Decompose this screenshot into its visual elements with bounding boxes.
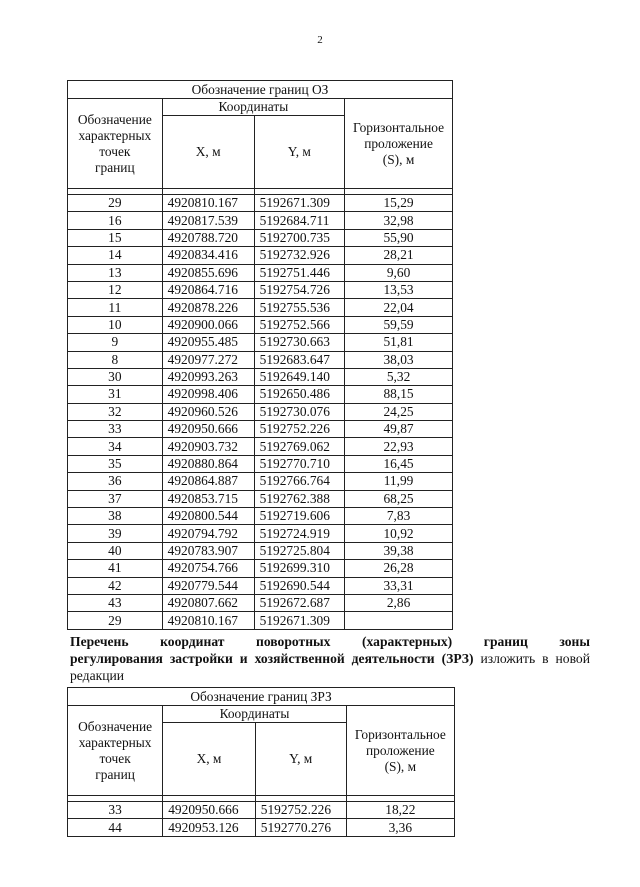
x-coord-cell: 4920953.126 <box>163 819 256 836</box>
x-coord-cell: 4920810.167 <box>162 195 254 212</box>
y-coord-cell: 5192725.804 <box>254 542 344 559</box>
table-row <box>68 577 453 594</box>
table-row <box>68 490 453 507</box>
table-row <box>68 508 453 525</box>
x-coord-cell: 4920779.544 <box>162 577 254 594</box>
horizontal-length-cell: 32,98 <box>345 212 453 229</box>
col-header-length: Горизонтальное проложение (S), м <box>345 99 453 189</box>
col-header-length: Горизонтальное проложение (S), м <box>346 706 454 796</box>
horizontal-length-cell: 5,32 <box>345 368 453 385</box>
table-row <box>68 299 453 316</box>
point-id-cell: 33 <box>68 421 163 438</box>
x-coord-cell: 4920800.544 <box>162 508 254 525</box>
point-id-cell: 42 <box>68 577 163 594</box>
horizontal-length-cell: 15,29 <box>345 195 453 212</box>
x-coord-cell: 4920880.864 <box>162 455 254 472</box>
col-header-x: X, м <box>163 723 256 796</box>
x-coord-cell: 4920977.272 <box>162 351 254 368</box>
col-header-coords: Координаты <box>163 706 346 723</box>
y-coord-cell: 5192719.606 <box>254 508 344 525</box>
y-coord-cell: 5192650.486 <box>254 386 344 403</box>
y-coord-cell: 5192730.076 <box>254 403 344 420</box>
x-coord-cell: 4920783.907 <box>162 542 254 559</box>
y-coord-cell: 5192732.926 <box>254 247 344 264</box>
point-id-cell: 11 <box>68 299 163 316</box>
horizontal-length-cell: 49,87 <box>345 421 453 438</box>
table-row <box>68 229 453 246</box>
horizontal-length-cell: 2,86 <box>345 594 453 611</box>
x-coord-cell: 4920864.887 <box>162 473 254 490</box>
x-coord-cell: 4920993.263 <box>162 368 254 385</box>
table-row <box>68 455 453 472</box>
point-id-cell: 36 <box>68 473 163 490</box>
horizontal-length-cell <box>345 612 453 629</box>
table-row <box>68 316 453 333</box>
table-title: Обозначение границ ОЗ <box>68 81 453 99</box>
point-id-cell: 31 <box>68 386 163 403</box>
x-coord-cell: 4920794.792 <box>162 525 254 542</box>
horizontal-length-cell: 9,60 <box>345 264 453 281</box>
point-id-cell: 39 <box>68 525 163 542</box>
horizontal-length-cell: 59,59 <box>345 316 453 333</box>
table-row <box>68 542 453 559</box>
y-coord-cell: 5192649.140 <box>254 368 344 385</box>
x-coord-cell: 4920788.720 <box>162 229 254 246</box>
horizontal-length-cell: 51,81 <box>345 334 453 351</box>
table-row <box>68 525 453 542</box>
y-coord-cell: 5192751.446 <box>254 264 344 281</box>
horizontal-length-cell: 7,83 <box>345 508 453 525</box>
y-coord-cell: 5192770.710 <box>254 455 344 472</box>
table-row <box>68 421 453 438</box>
point-id-cell: 30 <box>68 368 163 385</box>
col-header-x: X, м <box>162 116 254 189</box>
table-row <box>68 351 453 368</box>
point-id-cell: 34 <box>68 438 163 455</box>
point-id-cell: 38 <box>68 508 163 525</box>
y-coord-cell: 5192699.310 <box>254 560 344 577</box>
point-id-cell: 10 <box>68 316 163 333</box>
table-row <box>68 386 453 403</box>
horizontal-length-cell: 22,04 <box>345 299 453 316</box>
horizontal-length-cell: 18,22 <box>346 802 454 819</box>
table-row <box>68 281 453 298</box>
y-coord-cell: 5192724.919 <box>254 525 344 542</box>
table-row <box>68 212 453 229</box>
point-id-cell: 29 <box>68 195 163 212</box>
horizontal-length-cell: 38,03 <box>345 351 453 368</box>
y-coord-cell: 5192671.309 <box>254 612 344 629</box>
point-id-cell: 32 <box>68 403 163 420</box>
x-coord-cell: 4920900.066 <box>162 316 254 333</box>
table-row <box>68 438 453 455</box>
table-row <box>68 473 453 490</box>
x-coord-cell: 4920960.526 <box>162 403 254 420</box>
y-coord-cell: 5192752.226 <box>255 802 346 819</box>
table-row <box>68 264 453 281</box>
y-coord-cell: 5192762.388 <box>254 490 344 507</box>
y-coord-cell: 5192684.711 <box>254 212 344 229</box>
point-id-cell: 12 <box>68 281 163 298</box>
point-id-cell: 40 <box>68 542 163 559</box>
horizontal-length-cell: 13,53 <box>345 281 453 298</box>
horizontal-length-cell: 10,92 <box>345 525 453 542</box>
point-id-cell: 43 <box>68 594 163 611</box>
point-id-cell: 15 <box>68 229 163 246</box>
x-coord-cell: 4920955.485 <box>162 334 254 351</box>
point-id-cell: 14 <box>68 247 163 264</box>
horizontal-length-cell: 28,21 <box>345 247 453 264</box>
col-header-coords: Координаты <box>162 99 344 116</box>
horizontal-length-cell: 16,45 <box>345 455 453 472</box>
table-row <box>68 819 455 836</box>
horizontal-length-cell: 55,90 <box>345 229 453 246</box>
x-coord-cell: 4920834.416 <box>162 247 254 264</box>
table-row <box>68 403 453 420</box>
y-coord-cell: 5192700.735 <box>254 229 344 246</box>
point-id-cell: 37 <box>68 490 163 507</box>
table-row <box>68 560 453 577</box>
point-id-cell: 35 <box>68 455 163 472</box>
x-coord-cell: 4920810.167 <box>162 612 254 629</box>
y-coord-cell: 5192730.663 <box>254 334 344 351</box>
x-coord-cell: 4920807.662 <box>162 594 254 611</box>
boundary-table-oz <box>67 80 453 630</box>
horizontal-length-cell: 33,31 <box>345 577 453 594</box>
x-coord-cell: 4920864.716 <box>162 281 254 298</box>
table-row <box>68 334 453 351</box>
y-coord-cell: 5192754.726 <box>254 281 344 298</box>
horizontal-length-cell: 22,93 <box>345 438 453 455</box>
col-header-y: Y, м <box>254 116 344 189</box>
page-number: 2 <box>317 34 323 46</box>
boundary-table-zrz <box>67 687 455 837</box>
point-id-cell: 33 <box>68 802 163 819</box>
horizontal-length-cell: 24,25 <box>345 403 453 420</box>
horizontal-length-cell: 3,36 <box>346 819 454 836</box>
horizontal-length-cell: 11,99 <box>345 473 453 490</box>
table-row <box>68 802 455 819</box>
point-id-cell: 13 <box>68 264 163 281</box>
y-coord-cell: 5192683.647 <box>254 351 344 368</box>
x-coord-cell: 4920855.696 <box>162 264 254 281</box>
table-row <box>68 195 453 212</box>
x-coord-cell: 4920998.406 <box>162 386 254 403</box>
point-id-cell: 41 <box>68 560 163 577</box>
table-row <box>68 594 453 611</box>
y-coord-cell: 5192755.536 <box>254 299 344 316</box>
horizontal-length-cell: 39,38 <box>345 542 453 559</box>
x-coord-cell: 4920817.539 <box>162 212 254 229</box>
y-coord-cell: 5192766.764 <box>254 473 344 490</box>
y-coord-cell: 5192671.309 <box>254 195 344 212</box>
y-coord-cell: 5192769.062 <box>254 438 344 455</box>
point-id-cell: 16 <box>68 212 163 229</box>
y-coord-cell: 5192770.276 <box>255 819 346 836</box>
table-title: Обозначение границ ЗРЗ <box>68 688 455 706</box>
x-coord-cell: 4920903.732 <box>162 438 254 455</box>
point-id-cell: 29 <box>68 612 163 629</box>
col-header-y: Y, м <box>255 723 346 796</box>
x-coord-cell: 4920853.715 <box>162 490 254 507</box>
horizontal-length-cell: 26,28 <box>345 560 453 577</box>
horizontal-length-cell: 68,25 <box>345 490 453 507</box>
x-coord-cell: 4920878.226 <box>162 299 254 316</box>
point-id-cell: 8 <box>68 351 163 368</box>
y-coord-cell: 5192752.566 <box>254 316 344 333</box>
table-row <box>68 612 453 629</box>
x-coord-cell: 4920950.666 <box>162 421 254 438</box>
horizontal-length-cell: 88,15 <box>345 386 453 403</box>
point-id-cell: 44 <box>68 819 163 836</box>
y-coord-cell: 5192672.687 <box>254 594 344 611</box>
y-coord-cell: 5192690.544 <box>254 577 344 594</box>
instruction-paragraph: Перечень координат поворотных (характерных) границ зоны регулирования застройки и хозяйственной деятельности (ЗРЗ) изложить в новой редакции <box>70 634 590 683</box>
col-header-point: Обозначение характерных точек границ <box>68 706 163 796</box>
point-id-cell: 9 <box>68 334 163 351</box>
y-coord-cell: 5192752.226 <box>254 421 344 438</box>
col-header-point: Обозначение характерных точек границ <box>68 99 163 189</box>
table-row <box>68 247 453 264</box>
x-coord-cell: 4920754.766 <box>162 560 254 577</box>
table-row <box>68 368 453 385</box>
x-coord-cell: 4920950.666 <box>163 802 256 819</box>
